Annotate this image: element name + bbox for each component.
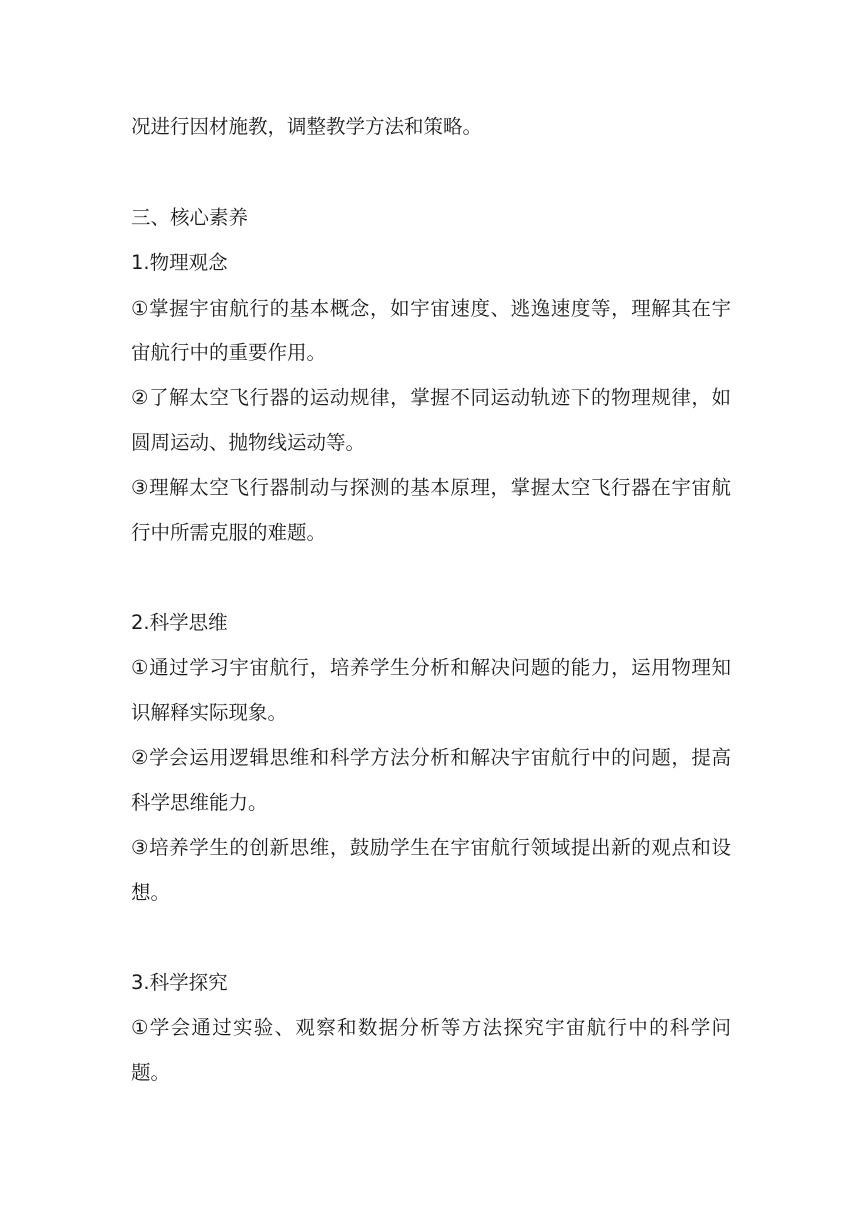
list-item-line: 题。 xyxy=(131,1061,171,1084)
section-heading: 三、核心素养 xyxy=(131,206,249,229)
list-item-line: 识解释实际现象。 xyxy=(131,701,288,724)
list-item-line: 科学思维能力。 xyxy=(131,791,268,814)
subsection-heading: 3.科学探究 xyxy=(131,971,228,994)
list-item-line: 宙航行中的重要作用。 xyxy=(131,341,327,364)
list-item-line: ②学会运用逻辑思维和科学方法分析和解决宇宙航行中的问题，提高 xyxy=(131,746,731,769)
list-item-line: ③培养学生的创新思维，鼓励学生在宇宙航行领域提出新的观点和设 xyxy=(131,836,731,859)
list-item-line: ③理解太空飞行器制动与探测的基本原理，掌握太空飞行器在宇宙航 xyxy=(131,476,731,499)
subsection-heading: 1.物理观念 xyxy=(131,251,228,274)
list-item-line: 想。 xyxy=(131,881,171,904)
list-item-line: ①通过学习宇宙航行，培养学生分析和解决问题的能力，运用物理知 xyxy=(131,656,731,679)
list-item-line: ①学会通过实验、观察和数据分析等方法探究宇宙航行中的科学问 xyxy=(131,1016,731,1039)
list-item-line: ①掌握宇宙航行的基本概念，如宇宙速度、逃逸速度等，理解其在宇 xyxy=(131,297,731,320)
list-item-line: 行中所需克服的难题。 xyxy=(131,521,327,544)
paragraph-continuation: 况进行因材施教，调整教学方法和策略。 xyxy=(131,115,483,138)
list-item-line: ②了解太空飞行器的运动规律，掌握不同运动轨迹下的物理规律，如 xyxy=(131,386,731,409)
list-item-line: 圆周运动、抛物线运动等。 xyxy=(131,431,366,454)
subsection-heading: 2.科学思维 xyxy=(131,611,228,634)
